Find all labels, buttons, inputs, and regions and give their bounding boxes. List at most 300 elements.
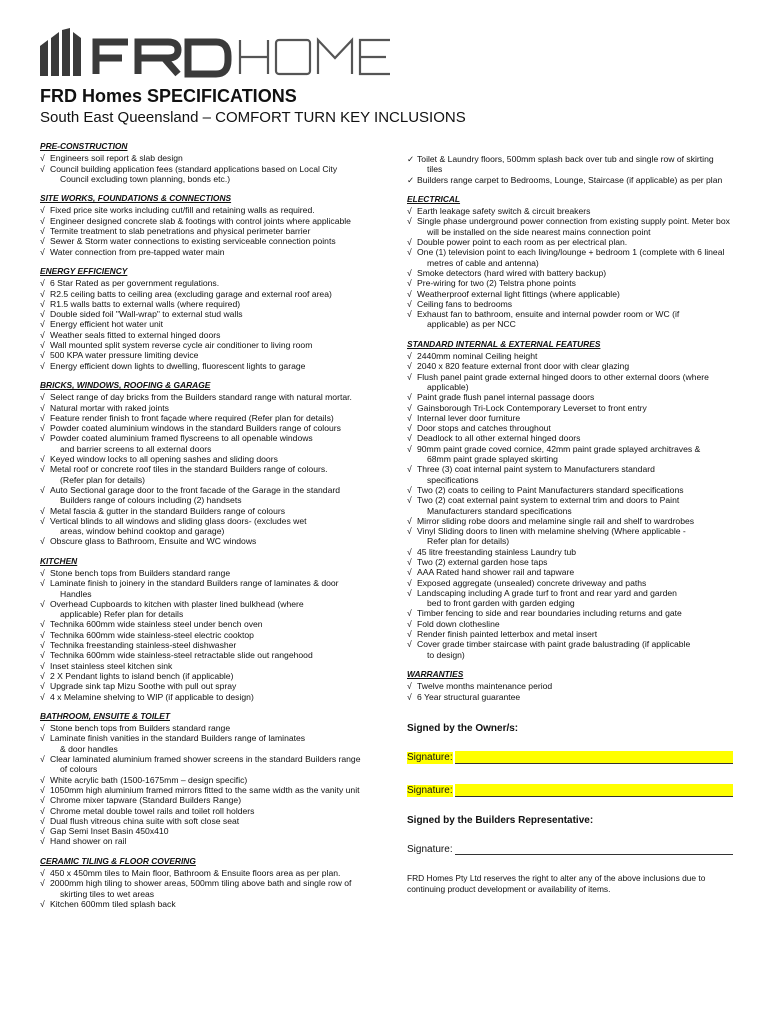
list-item-text: Refer plan for details)	[427, 536, 510, 547]
check-mark-icon: √	[40, 360, 45, 371]
check-mark-icon: √	[407, 247, 412, 258]
list-item-text: 500 KPA water pressure limiting device	[50, 350, 199, 361]
check-mark-icon: ✓	[407, 174, 415, 185]
check-mark-icon: √	[407, 464, 412, 475]
check-mark-icon: √	[40, 236, 45, 247]
check-mark-icon: √	[407, 546, 412, 557]
list-item	[407, 506, 733, 516]
list-item	[40, 795, 370, 805]
check-mark-icon: √	[407, 639, 412, 650]
list-item	[40, 816, 370, 826]
check-mark-icon: √	[40, 670, 45, 681]
check-mark-icon: √	[40, 536, 45, 547]
list-item-text: Metal fascia & gutter in the standard Builders range of colours	[50, 505, 286, 516]
list-item-text: Smoke detectors (hard wired with battery backup)	[417, 267, 607, 278]
check-mark-icon: √	[40, 691, 45, 702]
list-item	[40, 692, 370, 702]
list-item	[407, 403, 733, 413]
list-item-text: of colours	[60, 764, 98, 775]
list-item-text: 1050mm high aluminium framed mirrors fitted to the same width as the vanity unit	[50, 784, 360, 795]
list-item	[40, 609, 370, 619]
list-item-text: will be installed on the side nearest mains connection point	[427, 226, 651, 237]
list-item	[407, 475, 733, 485]
list-item-text: 6 Star Rated as per government regulations.	[50, 278, 220, 289]
check-mark-icon: √	[407, 309, 412, 320]
list-item-text: Builders range of colours including (2) handsets	[60, 495, 242, 506]
list-item-text: Render finish painted letterbox and metal insert	[417, 629, 598, 640]
check-mark-icon: √	[40, 226, 45, 237]
list-item	[40, 889, 370, 899]
check-mark-icon: √	[40, 309, 45, 320]
list-item-text: 2 X Pendant lights to island bench (if applicable)	[50, 670, 234, 681]
list-item	[407, 444, 733, 454]
footer-disclaimer: FRD Homes Pty Ltd reserves the right to alter any of the above inclusions due to continuing product development or availability of items.	[407, 873, 706, 894]
list-item-text: Council excluding town planning, bonds etc.)	[60, 173, 231, 184]
list-item	[407, 433, 733, 443]
check-mark-icon: √	[407, 423, 412, 434]
list-item	[407, 516, 733, 526]
check-mark-icon: √	[407, 681, 412, 692]
spec-section	[407, 194, 733, 330]
list-item-text: Handles	[60, 588, 92, 599]
list-item	[40, 723, 370, 733]
check-mark-icon: √	[40, 402, 45, 413]
check-mark-icon	[40, 444, 50, 454]
list-item	[40, 536, 370, 546]
list-item	[407, 361, 733, 371]
check-mark-icon: √	[407, 495, 412, 506]
list-item	[407, 536, 733, 546]
list-item	[40, 350, 370, 360]
check-mark-icon: √	[40, 392, 45, 403]
spec-section	[40, 711, 370, 847]
list-item-text: Laminate finish vanities in the standard Builders range of laminates	[50, 733, 306, 744]
list-item	[40, 589, 370, 599]
list-item-text: Two (2) external garden hose taps	[417, 556, 548, 567]
list-item-text: 4 x Melamine shelving to WIP (if applicable to design)	[50, 691, 254, 702]
list-item	[40, 330, 370, 340]
check-mark-icon: √	[407, 278, 412, 289]
check-mark-icon	[407, 598, 417, 608]
list-item	[40, 475, 370, 485]
check-mark-icon: √	[40, 815, 45, 826]
list-item	[40, 640, 370, 650]
list-item-text: applicable) as per NCC	[427, 319, 516, 330]
list-item	[40, 289, 370, 299]
check-mark-icon	[40, 744, 50, 754]
list-item-text: Termite treatment to slab penetrations and physical perimeter barrier	[50, 226, 311, 237]
check-mark-icon: √	[40, 598, 45, 609]
spec-section	[40, 856, 370, 909]
check-mark-icon	[407, 382, 417, 392]
list-item-text: Manufacturers standard specifications	[427, 505, 572, 516]
list-item	[40, 754, 370, 764]
list-item-text: Flush panel paint grade external hinged doors to other external doors (where	[417, 371, 709, 382]
list-item	[40, 423, 370, 433]
check-mark-icon	[407, 258, 417, 268]
list-item-text: Water connection from pre-tapped water main	[50, 246, 225, 257]
list-item-text: Double sided foil "Wall-wrap" to external stud walls	[50, 309, 243, 320]
list-item-text: Chrome metal double towel rails and toilet roll holders	[50, 805, 255, 816]
signature-label: Signature	[407, 844, 450, 856]
check-mark-icon: √	[40, 723, 45, 734]
list-item-text: Auto Sectional garage door to the front facade of the Garage in the standard	[50, 484, 340, 495]
right-column	[407, 154, 733, 894]
builder-signature-line[interactable]	[455, 844, 733, 855]
builder-signature[interactable]: Signature:	[407, 844, 733, 855]
check-mark-icon: √	[407, 402, 412, 413]
list-item	[407, 567, 733, 577]
list-item-text: Weather seals fitted to external hinged doors	[50, 329, 221, 340]
list-item-text: R1.5 walls batts to external walls (where required)	[50, 298, 241, 309]
list-item-text: Fixed price site works including cut/fill and retaining walls as required.	[50, 205, 315, 216]
list-item-text: specifications	[427, 474, 479, 485]
check-mark-icon: √	[40, 681, 45, 692]
list-item-text: 6 Year structural guarantee	[417, 691, 521, 702]
list-item-text: Technika freestanding stainless-steel dishwasher	[50, 640, 237, 651]
section-heading: PRE-CONSTRUCTION	[40, 141, 128, 151]
check-mark-icon: √	[40, 868, 45, 878]
list-item-text: AAA Rated hand shower rail and tapware	[417, 567, 575, 578]
list-item-text: Exhaust fan to bathroom, ensuite and internal powder room or WC (if	[417, 309, 680, 320]
list-item-text: Cover grade timber staircase with paint grade balustrading (if applicable	[417, 639, 691, 650]
list-item	[40, 205, 370, 215]
check-mark-icon: √	[40, 350, 45, 361]
list-item-text: White acrylic bath (1500-1675mm – design specific)	[50, 774, 248, 785]
list-item	[407, 268, 733, 278]
check-mark-icon: √	[407, 515, 412, 526]
owner-signature-2[interactable]: Signature:	[407, 784, 733, 797]
list-item-text: 2040 x 820 feature external front door with clear glazing	[417, 361, 630, 372]
list-item-text: Landscaping including A grade turf to front and rear yard and garden	[417, 587, 677, 598]
left-column	[40, 141, 370, 909]
check-mark-icon: √	[40, 795, 45, 806]
list-item	[40, 578, 370, 588]
section-heading: SITE WORKS, FOUNDATIONS & CONNECTIONS	[40, 193, 232, 204]
check-mark-icon: √	[40, 329, 45, 340]
list-item	[40, 174, 370, 184]
list-item-text: Keyed window locks to all opening sashes and sliding doors	[50, 454, 278, 465]
section-heading: KITCHEN	[40, 555, 78, 566]
list-item	[407, 413, 733, 423]
list-item	[40, 413, 370, 423]
list-item-text: applicable)	[427, 381, 469, 392]
check-mark-icon: √	[407, 237, 412, 248]
list-item-text: Powder coated aluminium windows in the standard Builders range of colours	[50, 423, 341, 434]
list-item-text: Ceiling fans to bedrooms	[417, 298, 513, 309]
list-item	[407, 258, 733, 268]
list-item	[40, 744, 370, 754]
check-mark-icon: √	[407, 361, 412, 372]
list-item-text: One (1) television point to each living/lounge + bedroom 1 (complete with 6 lineal	[417, 247, 725, 258]
flooring-continued	[407, 154, 733, 185]
signature-label: Signature	[407, 751, 450, 763]
section-heading: ELECTRICAL	[407, 193, 461, 204]
spec-section	[40, 141, 370, 184]
list-item-text: Fold down clothesline	[417, 618, 500, 629]
list-item	[407, 206, 733, 216]
list-item	[407, 598, 733, 608]
list-item	[407, 289, 733, 299]
page-title: FRD Homes SPECIFICATIONS	[40, 86, 297, 106]
list-item	[40, 299, 370, 309]
check-mark-icon: √	[40, 340, 45, 351]
check-mark-icon: √	[40, 898, 45, 909]
check-mark-icon: √	[40, 878, 45, 889]
check-mark-icon: √	[407, 433, 412, 444]
owner-signature-line-1[interactable]	[455, 751, 733, 764]
list-item-text: Select range of day bricks from the Builders standard range with natural mortar.	[50, 392, 352, 403]
list-item	[407, 247, 733, 257]
list-item	[40, 671, 370, 681]
check-mark-icon: √	[40, 754, 45, 765]
owner-signature-line-2[interactable]	[455, 784, 733, 797]
list-item-text: Internal lever door furniture	[417, 412, 521, 423]
check-mark-icon: √	[407, 267, 412, 278]
list-item-text: Pre-wiring for two (2) Telstra phone points	[417, 278, 576, 289]
list-item	[40, 516, 370, 526]
list-item-text: Hand shower on rail	[50, 836, 127, 847]
list-item-text: Inset stainless steel kitchen sink	[50, 660, 173, 671]
check-mark-icon	[407, 164, 417, 174]
owners-signed-heading: Signed by the Owner/s:	[407, 722, 519, 734]
list-item	[40, 444, 370, 454]
list-item-text: Feature render finish to front façade where required (Refer plan for details)	[50, 412, 334, 423]
list-item	[40, 775, 370, 785]
list-item-text: R2.5 ceiling batts to ceiling area (excluding garage and external roof area)	[50, 288, 332, 299]
check-mark-icon: √	[407, 206, 412, 217]
list-item	[40, 733, 370, 743]
list-item	[407, 382, 733, 392]
check-mark-icon	[407, 454, 417, 464]
check-mark-icon	[40, 174, 50, 184]
check-mark-icon: √	[407, 608, 412, 619]
list-item-text: Timber fencing to side and rear boundaries including returns and gate	[417, 608, 682, 619]
check-mark-icon: √	[40, 433, 45, 444]
check-mark-icon	[407, 536, 417, 546]
list-item-text: bed to front garden with garden edging	[427, 598, 575, 609]
list-item-text: Dual flush vitreous china suite with soft close seat	[50, 815, 240, 826]
list-item-text: Deadlock to all other external hinged doors	[417, 433, 581, 444]
section-heading: STANDARD INTERNAL & EXTERNAL FEATURES	[407, 338, 601, 349]
list-item-text: Metal roof or concrete roof tiles in the standard Builders range of colours.	[50, 464, 328, 475]
list-item-text: Natural mortar with raked joints	[50, 402, 169, 413]
list-item	[407, 392, 733, 402]
check-mark-icon: √	[407, 577, 412, 588]
list-item-text: applicable) Refer plan for details	[60, 609, 184, 620]
list-item	[40, 826, 370, 836]
owner-signature-1[interactable]: Signature:	[407, 751, 733, 764]
list-item	[40, 361, 370, 371]
check-mark-icon: √	[40, 733, 45, 744]
list-item	[407, 526, 733, 536]
check-mark-icon: √	[407, 288, 412, 299]
list-item	[40, 661, 370, 671]
list-item	[40, 764, 370, 774]
list-item	[40, 806, 370, 816]
list-item-text: Two (2) coat external paint system to external trim and doors to Paint	[417, 495, 680, 506]
list-item-text: Energy efficient hot water unit	[50, 319, 164, 330]
list-item-text: Upgrade sink tap Mizu Soothe with pull out spray	[50, 681, 237, 692]
list-item	[40, 216, 370, 226]
list-item-text: 45 litre freestanding stainless Laundry tub	[417, 546, 577, 557]
check-mark-icon: ✓	[407, 154, 415, 164]
list-item-text: Toilet & Laundry floors, 500mm splash back over tub and single row of skirting	[417, 154, 714, 164]
list-item	[407, 351, 733, 361]
list-item-text: (Refer plan for details)	[60, 474, 146, 485]
list-item	[407, 681, 733, 691]
list-item	[407, 619, 733, 629]
list-item	[40, 454, 370, 464]
spec-section	[407, 339, 733, 660]
check-mark-icon: √	[40, 836, 45, 847]
list-item	[407, 629, 733, 639]
list-item-text: Stone bench tops from Builders standard range	[50, 723, 231, 734]
list-item	[407, 278, 733, 288]
list-item-text: Double power point to each room as per electrical plan.	[417, 237, 628, 248]
check-mark-icon: √	[40, 153, 45, 164]
check-mark-icon: √	[40, 640, 45, 651]
list-item	[40, 506, 370, 516]
check-mark-icon: √	[40, 578, 45, 589]
check-mark-icon: √	[40, 505, 45, 516]
check-mark-icon: √	[40, 629, 45, 640]
check-mark-icon	[40, 495, 50, 505]
list-item-text: Stone bench tops from Builders standard range	[50, 567, 231, 578]
check-mark-icon: √	[40, 619, 45, 630]
list-item	[40, 630, 370, 640]
section-heading: ENERGY EFFICIENCY	[40, 265, 128, 276]
list-item-text: and barrier screens to all external doors	[60, 443, 212, 454]
list-item-text: Engineers soil report & slab design	[50, 153, 183, 164]
list-item	[407, 464, 733, 474]
list-item-text: Builders range carpet to Bedrooms, Lounge, Staircase (if applicable) as per plan	[417, 174, 723, 185]
list-item-text: Door stops and catches throughout	[417, 423, 551, 434]
list-item	[40, 464, 370, 474]
list-item-text: Technika 600mm wide stainless-steel retractable slide out rangehood	[50, 650, 313, 661]
list-item-text: Two (2) coats to ceiling to Paint Manufacturers standard specifications	[417, 484, 684, 495]
list-item-text: Three (3) coat internal paint system to Manufacturers standard	[417, 464, 655, 475]
check-mark-icon: √	[40, 319, 45, 330]
check-mark-icon: √	[407, 587, 412, 598]
check-mark-icon: √	[407, 392, 412, 403]
check-mark-icon: √	[407, 567, 412, 578]
list-item	[40, 650, 370, 660]
check-mark-icon: √	[407, 526, 412, 537]
right-sections	[407, 194, 733, 702]
list-item-text: 68mm paint grade splayed skirting	[427, 454, 558, 465]
section-heading: WARRANTIES	[407, 668, 464, 679]
check-mark-icon: √	[40, 423, 45, 434]
page-subtitle: South East Queensland – COMFORT TURN KEY INCLUSIONS	[40, 109, 466, 126]
check-mark-icon: √	[40, 515, 45, 526]
list-item-text: Wall mounted split system reverse cycle air conditioner to living room	[50, 340, 313, 351]
list-item-text: Chrome mixer tapware (Standard Builders Range)	[50, 795, 242, 806]
list-item	[40, 836, 370, 846]
list-item	[40, 495, 370, 505]
list-item	[40, 878, 370, 888]
list-item	[40, 247, 370, 257]
check-mark-icon: √	[40, 826, 45, 837]
check-mark-icon	[407, 506, 417, 516]
list-item-text: Technika 600mm wide stainless-steel electric cooktop	[50, 629, 254, 640]
list-item-text: Engineer designed concrete slab & footings with control joints where applicable	[50, 215, 351, 226]
list-item	[40, 236, 370, 246]
list-item	[40, 899, 370, 909]
frd-homes-logo	[40, 28, 400, 78]
section-heading: BATHROOM, ENSUITE & TOILET	[40, 710, 170, 721]
list-item	[40, 785, 370, 795]
check-mark-icon: √	[407, 298, 412, 309]
check-mark-icon: √	[40, 784, 45, 795]
check-mark-icon: √	[40, 805, 45, 816]
spec-section	[40, 556, 370, 702]
check-mark-icon	[40, 609, 50, 619]
list-item	[407, 557, 733, 567]
check-mark-icon: √	[40, 567, 45, 578]
spec-section	[407, 669, 733, 702]
list-item	[40, 403, 370, 413]
check-mark-icon: √	[40, 205, 45, 216]
list-item-text: & door handles	[60, 743, 118, 754]
list-item-text: Paint grade flush panel internal passage doors	[417, 392, 595, 403]
check-mark-icon: √	[407, 443, 412, 454]
list-item-text: areas, window behind cooktop and garage)	[60, 526, 225, 537]
list-item-text: Gap Semi Inset Basin 450x410	[50, 826, 169, 837]
list-item	[40, 526, 370, 536]
list-item-text: tiles	[427, 164, 443, 175]
spec-section	[40, 380, 370, 547]
list-item-text: to design)	[427, 649, 465, 660]
list-item-text: Council building application fees (standard applications based on Local City	[50, 163, 338, 174]
list-item-text: Vertical blinds to all windows and sliding glass doors- (excludes wet	[50, 515, 307, 526]
list-item	[407, 299, 733, 309]
list-item	[40, 340, 370, 350]
list-item-text: Technika 600mm wide stainless steel under bench oven	[50, 619, 263, 630]
list-item-text: skirting tiles to wet areas	[60, 888, 155, 899]
check-mark-icon: √	[40, 412, 45, 423]
check-mark-icon	[40, 589, 50, 599]
check-mark-icon: √	[407, 412, 412, 423]
list-item	[407, 227, 733, 237]
list-item	[40, 164, 370, 174]
list-item-text: Obscure glass to Bathroom, Ensuite and WC windows	[50, 536, 257, 547]
list-item	[407, 578, 733, 588]
check-mark-icon: √	[407, 351, 412, 362]
list-item	[407, 309, 733, 319]
list-item	[407, 485, 733, 495]
check-mark-icon	[407, 475, 417, 485]
list-item-text: 90mm paint grade coved cornice, 42mm paint grade splayed architraves &	[417, 443, 701, 454]
list-item	[40, 278, 370, 288]
check-mark-icon: √	[40, 454, 45, 465]
check-mark-icon: √	[407, 629, 412, 640]
list-item-text: Overhead Cupboards to kitchen with plaster lined bulkhead (where	[50, 598, 304, 609]
list-item	[407, 237, 733, 247]
list-item	[407, 650, 733, 660]
check-mark-icon: √	[40, 288, 45, 299]
list-item	[40, 868, 370, 878]
check-mark-icon	[40, 526, 50, 536]
list-item	[407, 319, 733, 329]
list-item	[40, 309, 370, 319]
list-item	[407, 692, 733, 702]
list-item-text: Powder coated aluminium framed flyscreens to all openable windows	[50, 433, 313, 444]
list-item	[40, 433, 370, 443]
list-item	[40, 681, 370, 691]
check-mark-icon: √	[407, 691, 412, 702]
check-mark-icon	[407, 319, 417, 329]
